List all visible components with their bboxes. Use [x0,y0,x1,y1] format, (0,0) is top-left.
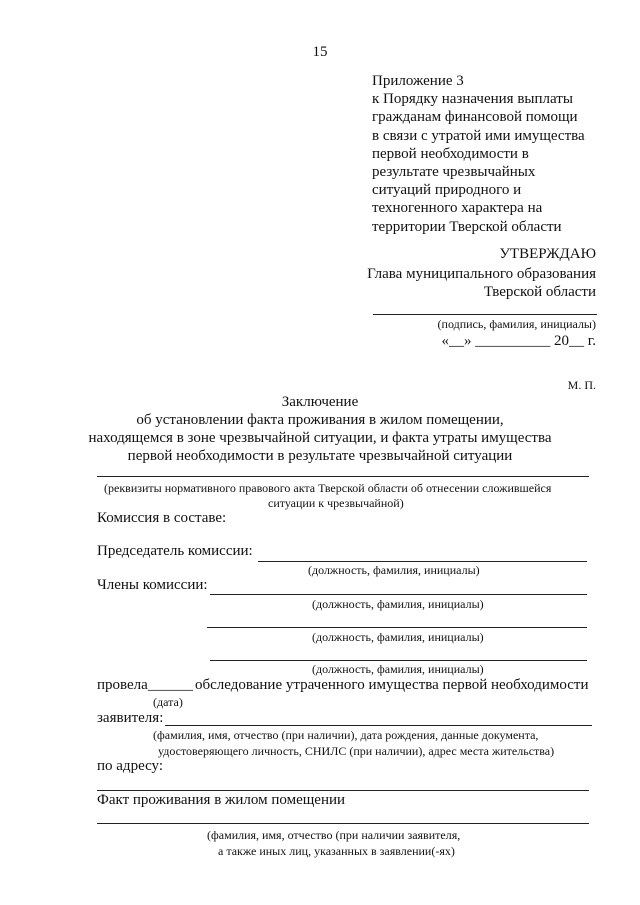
conclusion-title: Заключение [281,394,359,410]
act-requisites-line [97,476,589,477]
approval-date-line: «__» __________ 20__ г. [441,333,596,349]
conclusion-subtitle-line: первой необходимости в результате чрезвычайной ситуации [127,448,513,464]
residence-caption-line2: а также иных лиц, указанных в заявлении(-ях) [218,844,455,858]
inspection-conducted-prefix: провела______ [97,677,193,693]
conclusion-subtitle-line: об установлении факта проживания в жилом помещении, [136,412,504,428]
members-label: Члены комиссии: [97,577,208,593]
member-line [210,594,587,595]
member-caption: (должность, фамилия, инициалы) [312,597,484,611]
act-caption-line1: (реквизиты нормативного правового акта Тверской области об отнесении сложившейся [104,481,552,495]
member-caption: (должность, фамилия, инициалы) [312,630,484,644]
member-line [207,627,587,628]
page-number: 15 [312,44,328,60]
signature-line [373,314,597,315]
approval-position-line2: Тверской области [483,284,596,300]
commission-composition-label: Комиссия в составе: [97,510,227,526]
applicant-caption-line1: (фамилия, имя, отчество (при наличии), дата рождения, данные документа, [153,728,539,742]
residence-fact-label: Факт проживания в жилом помещении [97,792,346,808]
address-label: по адресу: [97,758,164,774]
approval-title: УТВЕРЖДАЮ [499,246,596,262]
chairman-caption: (должность, фамилия, инициалы) [308,563,480,577]
stamp-label: М. П. [567,378,596,392]
applicant-caption-line2: удостоверяющего личность, СНИЛС (при наличии), адрес места жительства) [158,744,555,758]
residence-caption-line1: (фамилия, имя, отчество (при наличии заявителя, [207,828,461,842]
signature-caption: (подпись, фамилия, инициалы) [437,317,596,331]
inspection-date-caption: (дата) [153,695,183,709]
appendix-line: техногенного характера на [372,200,543,217]
chairman-line [258,561,587,562]
appendix-line: первой необходимости в [372,145,529,162]
act-caption-line2: ситуации к чрезвычайной) [268,496,404,510]
conclusion-subtitle-line: находящемся в зоне чрезвычайной ситуации, и факта утраты имущества [88,430,552,446]
appendix-block [372,72,585,236]
chairman-label: Председатель комиссии: [97,543,253,559]
appendix-line: гражданам финансовой помощи [372,109,578,126]
member-caption: (должность, фамилия, инициалы) [312,662,484,676]
member-line [210,660,587,661]
appendix-line: Приложение 3 [372,73,464,89]
residence-line [97,823,589,824]
appendix-line: территории Тверской области [372,218,562,235]
appendix-line: результате чрезвычайных [372,164,536,181]
appendix-line: ситуаций природного и [372,182,522,199]
applicant-line [165,725,592,726]
address-line [97,790,589,791]
appendix-line: в связи с утратой ими имущества [372,127,585,144]
applicant-label: заявителя: [97,710,164,726]
approval-position-line1: Глава муниципального образования [367,266,596,282]
inspection-conducted-text: обследование утраченного имущества первой необходимости [195,677,589,693]
appendix-line: к Порядку назначения выплаты [372,91,573,108]
